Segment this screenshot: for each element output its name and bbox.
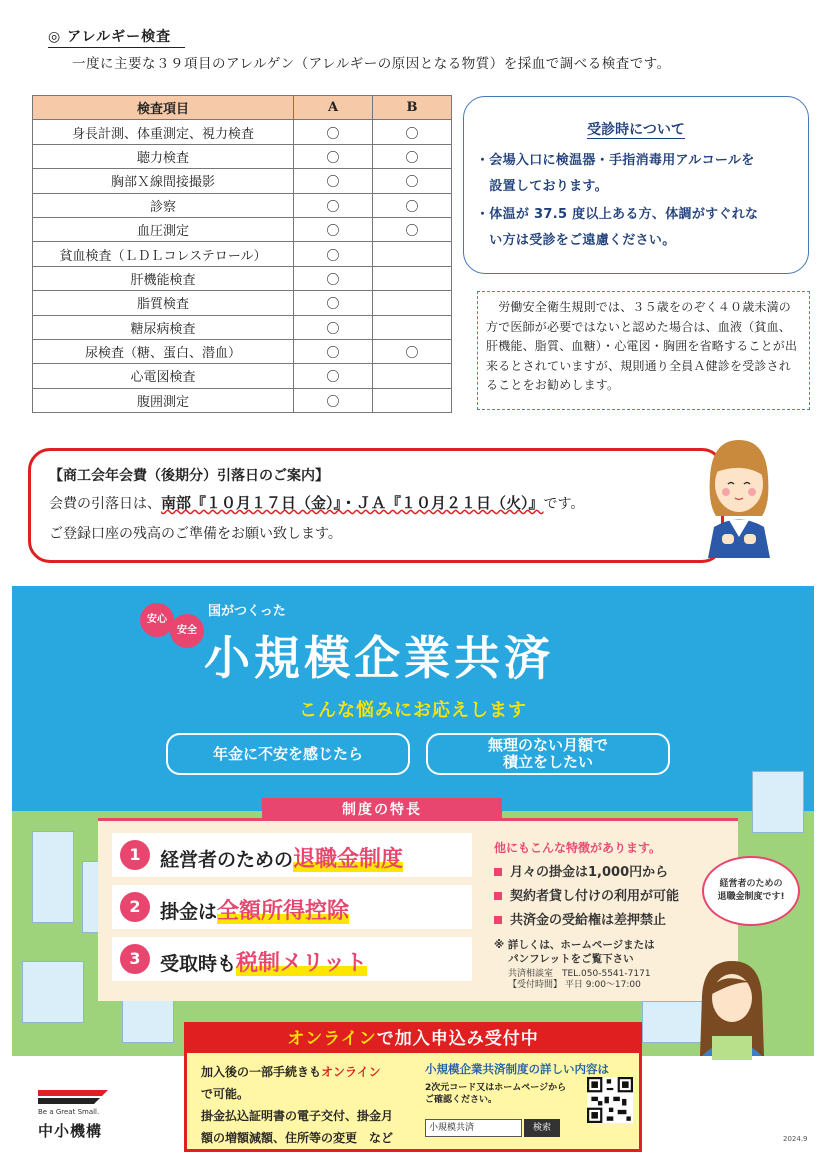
fee-dates: 南部『１０月１７日（金）』・ＪＡ『１０月２１日（火）』 bbox=[161, 494, 544, 512]
table-row bbox=[33, 315, 452, 339]
notice-line: い方は受診をご遠慮ください。 bbox=[476, 233, 676, 248]
search-input: 小規模共済 bbox=[425, 1119, 522, 1137]
details-title: 小規模企業共済制度の詳しい内容は bbox=[425, 1062, 609, 1076]
table-cell-b: 〇 bbox=[373, 120, 452, 144]
table-row bbox=[33, 144, 452, 168]
table-cell-item: 聴力検査 bbox=[33, 144, 294, 168]
table-cell-b bbox=[373, 291, 452, 315]
table-cell-b: 〇 bbox=[373, 169, 452, 193]
allergy-title: ◎ アレルギー検査 bbox=[48, 26, 185, 48]
exam-table bbox=[32, 95, 452, 413]
table-cell-item: 尿検査（糖、蛋白、潜血） bbox=[33, 339, 294, 363]
table-cell-item: 診察 bbox=[33, 193, 294, 217]
table-header-row bbox=[33, 96, 452, 120]
woman-illustration bbox=[704, 432, 774, 558]
notice-line: ・会場入口に検温器・手指消毒用アルコールを bbox=[476, 153, 755, 168]
header-b: B bbox=[373, 96, 452, 120]
smrj-logo-mark-icon bbox=[38, 1090, 112, 1104]
header-item: 検査項目 bbox=[33, 96, 294, 120]
visit-notice-box bbox=[463, 96, 809, 274]
qr-note: 2次元コード又はホームページから ご確認ください。 bbox=[425, 1083, 567, 1105]
table-cell-a: 〇 bbox=[294, 339, 373, 363]
fee-notice-box bbox=[28, 448, 724, 563]
header-a: A bbox=[294, 96, 373, 120]
fee-prefix: 会費の引落日は、 bbox=[49, 496, 161, 512]
worry-pension: 年金に不安を感じたら bbox=[166, 733, 410, 775]
other-feature: 月々の掛金は1,000円から bbox=[494, 861, 668, 880]
table-cell-a: 〇 bbox=[294, 217, 373, 241]
table-cell-a: 〇 bbox=[294, 266, 373, 290]
fee-suffix: です。 bbox=[543, 496, 585, 512]
table-row bbox=[33, 388, 452, 412]
feature-item: 3 受取時も税制メリット bbox=[112, 937, 472, 981]
table-cell-b: 〇 bbox=[373, 144, 452, 168]
worry-savings: 無理のない月額で 積立をしたい bbox=[426, 733, 670, 775]
contact-info: 共済相談室 TEL.050-5541-7171 【受付時間】 平日 9:00〜17:00 bbox=[508, 969, 651, 990]
features-panel bbox=[98, 818, 738, 1001]
feature-item: 2 掛金は全額所得控除 bbox=[112, 885, 472, 929]
qr-code-icon bbox=[587, 1077, 633, 1123]
online-procedures: 加入後の一部手続きもオンライン で可能。 掛金払込証明書の電子交付、掛金月 額の増額減額、住所等の変更 など bbox=[201, 1065, 394, 1145]
table-body bbox=[33, 120, 452, 413]
table-row bbox=[33, 242, 452, 266]
table-cell-b bbox=[373, 266, 452, 290]
features-tab: 制度の特長 bbox=[262, 798, 502, 822]
allergy-description: 一度に主要な３９項目のアレルゲン（アレルギーの原因となる物質）を採血で調べる検査です。 bbox=[72, 56, 671, 72]
table-cell-item: 貧血検査（ＬＤＬコレステロール） bbox=[33, 242, 294, 266]
search-button: 検索 bbox=[524, 1119, 560, 1137]
table-cell-b bbox=[373, 388, 452, 412]
table-cell-a: 〇 bbox=[294, 193, 373, 217]
fee-reminder: ご登録口座の残高のご準備をお願い致します。 bbox=[49, 526, 342, 542]
table-cell-a: 〇 bbox=[294, 242, 373, 266]
details-note: ※ 詳しくは、ホームページまたは パンフレットをご覧下さい bbox=[494, 939, 655, 965]
other-feature: 共済金の受給権は差押禁止 bbox=[494, 909, 666, 928]
table-cell-item: 肝機能検査 bbox=[33, 266, 294, 290]
fee-heading: 【商工会年会費（後期分）引落日のご案内】 bbox=[49, 468, 329, 484]
table-cell-item: 身長計測、体重測定、視力検査 bbox=[33, 120, 294, 144]
table-row bbox=[33, 364, 452, 388]
table-cell-a: 〇 bbox=[294, 169, 373, 193]
banner-subtitle: 国がつくった bbox=[208, 604, 286, 619]
table-row bbox=[33, 339, 452, 363]
table-cell-b bbox=[373, 242, 452, 266]
notice-line: ・体温が 37.5 度以上ある方、体調がすぐれな bbox=[476, 207, 759, 222]
banner-title: 小規模企業共済 bbox=[204, 631, 554, 685]
table-cell-a: 〇 bbox=[294, 291, 373, 315]
other-feature: 契約者貸し付けの利用が可能 bbox=[494, 885, 679, 904]
table-cell-b: 〇 bbox=[373, 193, 452, 217]
businesswoman-illustration bbox=[672, 956, 792, 1056]
online-heading: オンラインで加入申込み受付中 bbox=[187, 1025, 639, 1053]
print-date: 2024.9 bbox=[783, 1135, 808, 1143]
table-row bbox=[33, 120, 452, 144]
other-features-title: 他にもこんな特徴があります。 bbox=[494, 841, 662, 855]
fee-date-line bbox=[49, 492, 584, 513]
logo-tagline: Be a Great Small. bbox=[38, 1108, 100, 1116]
online-application-box bbox=[184, 1022, 642, 1152]
regulation-note: 労働安全衛生規則では、３５歳をのぞく４０歳未満の方で医師が必要ではないと認めた場合は、血液（貧血、肝機能、脂質、血糖）・心電図・胸囲を省略することが出来るとされていますが、規則通り全員Ａ健診を受診されることをお勧めします。 bbox=[477, 291, 810, 410]
table-cell-a: 〇 bbox=[294, 144, 373, 168]
table-cell-a: 〇 bbox=[294, 388, 373, 412]
logo-name: 中小機構 bbox=[38, 1122, 103, 1140]
table-cell-b bbox=[373, 364, 452, 388]
table-cell-item: 胸部Ｘ線間接撮影 bbox=[33, 169, 294, 193]
badge-anshin: 安心 bbox=[140, 603, 174, 637]
feature-item: 1 経営者のための退職金制度 bbox=[112, 833, 472, 877]
speech-cloud: 経営者のための 退職金制度です! bbox=[702, 856, 800, 926]
notice-line: 設置しております。 bbox=[476, 179, 608, 194]
table-cell-item: 腹囲測定 bbox=[33, 388, 294, 412]
table-row bbox=[33, 193, 452, 217]
notice-title: 受診時について bbox=[587, 122, 685, 138]
table-cell-a: 〇 bbox=[294, 315, 373, 339]
table-cell-a: 〇 bbox=[294, 364, 373, 388]
table-row bbox=[33, 169, 452, 193]
badge-anzen: 安全 bbox=[170, 614, 204, 648]
table-cell-b bbox=[373, 315, 452, 339]
table-cell-item: 糖尿病検査 bbox=[33, 315, 294, 339]
banner-catchphrase: こんな悩みにお応えします bbox=[299, 700, 527, 721]
table-cell-b: 〇 bbox=[373, 339, 452, 363]
table-cell-b: 〇 bbox=[373, 217, 452, 241]
table-cell-a: 〇 bbox=[294, 120, 373, 144]
table-row bbox=[33, 291, 452, 315]
table-row bbox=[33, 266, 452, 290]
table-cell-item: 脂質検査 bbox=[33, 291, 294, 315]
table-row bbox=[33, 217, 452, 241]
table-cell-item: 心電図検査 bbox=[33, 364, 294, 388]
table-cell-item: 血圧測定 bbox=[33, 217, 294, 241]
